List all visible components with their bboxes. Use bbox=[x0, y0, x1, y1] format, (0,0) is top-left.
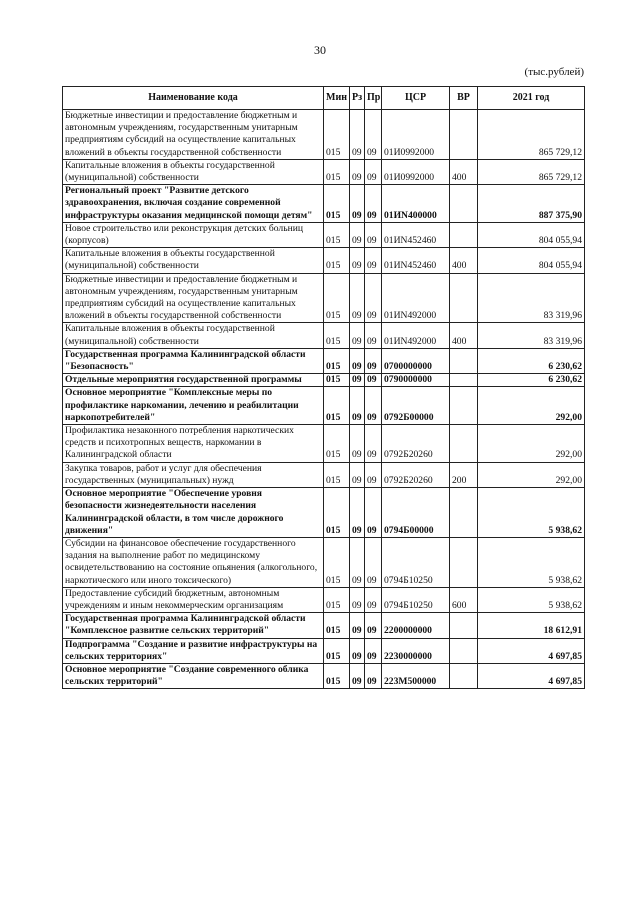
cell-csr: 0794Б10250 bbox=[382, 587, 450, 612]
cell-rz: 09 bbox=[350, 248, 365, 273]
cell-vr bbox=[450, 110, 478, 160]
cell-amount: 865 729,12 bbox=[478, 159, 585, 184]
budget-table bbox=[62, 86, 585, 689]
cell-amount: 887 375,90 bbox=[478, 185, 585, 223]
table-row bbox=[63, 273, 585, 323]
cell-name: Основное мероприятие "Создание современного облика сельских территорий" bbox=[63, 663, 324, 688]
cell-csr: 01ИN452460 bbox=[382, 222, 450, 247]
table-row bbox=[63, 323, 585, 348]
cell-rz: 09 bbox=[350, 462, 365, 487]
cell-csr: 0700000000 bbox=[382, 348, 450, 373]
cell-pr: 09 bbox=[365, 348, 382, 373]
table-row bbox=[63, 185, 585, 223]
cell-csr: 2200000000 bbox=[382, 613, 450, 638]
cell-vr bbox=[450, 613, 478, 638]
cell-name: Бюджетные инвестиции и предоставление бюджетным и автономным учреждениям, государственным унитарным предприятиям субсидий на осуществление капитальных вложений в объекты государственной собственности bbox=[63, 110, 324, 160]
cell-name: Государственная программа Калининградской области "Безопасность" bbox=[63, 348, 324, 373]
table-row bbox=[63, 638, 585, 663]
cell-rz: 09 bbox=[350, 323, 365, 348]
cell-pr: 09 bbox=[365, 488, 382, 538]
cell-pr: 09 bbox=[365, 613, 382, 638]
table-row bbox=[63, 537, 585, 587]
cell-min: 015 bbox=[324, 110, 350, 160]
cell-rz: 09 bbox=[350, 159, 365, 184]
cell-pr: 09 bbox=[365, 222, 382, 247]
cell-min: 015 bbox=[324, 613, 350, 638]
cell-vr bbox=[450, 222, 478, 247]
cell-csr: 01И0992000 bbox=[382, 159, 450, 184]
header-rz: Рз bbox=[350, 87, 365, 110]
cell-rz: 09 bbox=[350, 663, 365, 688]
cell-csr: 0792Б00000 bbox=[382, 387, 450, 425]
unit-note: (тыс.рублей) bbox=[524, 66, 584, 78]
cell-min: 015 bbox=[324, 425, 350, 463]
cell-min: 015 bbox=[324, 387, 350, 425]
cell-name: Подпрограмма "Создание и развитие инфраструктуры на сельских территориях" bbox=[63, 638, 324, 663]
cell-name: Капитальные вложения в объекты государственной (муниципальной) собственности bbox=[63, 159, 324, 184]
cell-amount: 6 230,62 bbox=[478, 374, 585, 387]
cell-min: 015 bbox=[324, 537, 350, 587]
cell-amount: 83 319,96 bbox=[478, 323, 585, 348]
cell-csr: 223М500000 bbox=[382, 663, 450, 688]
cell-vr bbox=[450, 488, 478, 538]
cell-min: 015 bbox=[324, 248, 350, 273]
cell-csr: 0792Б20260 bbox=[382, 425, 450, 463]
cell-pr: 09 bbox=[365, 323, 382, 348]
cell-pr: 09 bbox=[365, 159, 382, 184]
cell-name: Профилактика незаконного потребления наркотических средств и психотропных веществ, наркомании в Калининградской области bbox=[63, 425, 324, 463]
table-row bbox=[63, 248, 585, 273]
table-header-row bbox=[63, 87, 585, 110]
cell-amount: 83 319,96 bbox=[478, 273, 585, 323]
cell-vr bbox=[450, 425, 478, 463]
cell-pr: 09 bbox=[365, 587, 382, 612]
cell-name: Государственная программа Калининградской области "Комплексное развитие сельских территорий" bbox=[63, 613, 324, 638]
cell-vr: 400 bbox=[450, 323, 478, 348]
cell-vr: 600 bbox=[450, 587, 478, 612]
cell-name: Закупка товаров, работ и услуг для обеспечения государственных (муниципальных) нужд bbox=[63, 462, 324, 487]
cell-min: 015 bbox=[324, 488, 350, 538]
cell-vr: 400 bbox=[450, 159, 478, 184]
header-csr: ЦСР bbox=[382, 87, 450, 110]
table-body bbox=[63, 110, 585, 689]
cell-name: Субсидии на финансовое обеспечение государственного задания на выполнение работ по медицинскому освидетельствованию на состояние опьянения (алкогольного, наркотического или иного токсического) bbox=[63, 537, 324, 587]
cell-pr: 09 bbox=[365, 638, 382, 663]
cell-amount: 804 055,94 bbox=[478, 248, 585, 273]
header-min: Мин bbox=[324, 87, 350, 110]
cell-min: 015 bbox=[324, 323, 350, 348]
cell-vr bbox=[450, 185, 478, 223]
cell-csr: 01ИN492000 bbox=[382, 273, 450, 323]
table-row bbox=[63, 110, 585, 160]
cell-name: Капитальные вложения в объекты государственной (муниципальной) собственности bbox=[63, 248, 324, 273]
cell-rz: 09 bbox=[350, 273, 365, 323]
cell-amount: 18 612,91 bbox=[478, 613, 585, 638]
cell-name: Региональный проект "Развитие детского здравоохранения, включая создание современной инфраструктуры оказания медицинской помощи детям" bbox=[63, 185, 324, 223]
cell-amount: 4 697,85 bbox=[478, 663, 585, 688]
cell-csr: 01И0992000 bbox=[382, 110, 450, 160]
header-pr: Пр bbox=[365, 87, 382, 110]
header-vr: ВР bbox=[450, 87, 478, 110]
table-row bbox=[63, 374, 585, 387]
cell-csr: 0794Б00000 bbox=[382, 488, 450, 538]
cell-rz: 09 bbox=[350, 488, 365, 538]
cell-csr: 2230000000 bbox=[382, 638, 450, 663]
table-row bbox=[63, 425, 585, 463]
cell-csr: 01ИN492000 bbox=[382, 323, 450, 348]
cell-min: 015 bbox=[324, 222, 350, 247]
cell-csr: 0790000000 bbox=[382, 374, 450, 387]
cell-amount: 5 938,62 bbox=[478, 587, 585, 612]
cell-rz: 09 bbox=[350, 348, 365, 373]
table-row bbox=[63, 348, 585, 373]
cell-amount: 4 697,85 bbox=[478, 638, 585, 663]
cell-rz: 09 bbox=[350, 587, 365, 612]
cell-name: Новое строительство или реконструкция детских больниц (корпусов) bbox=[63, 222, 324, 247]
cell-vr: 400 bbox=[450, 248, 478, 273]
cell-pr: 09 bbox=[365, 537, 382, 587]
table-row bbox=[63, 488, 585, 538]
cell-rz: 09 bbox=[350, 425, 365, 463]
cell-rz: 09 bbox=[350, 638, 365, 663]
table-row bbox=[63, 613, 585, 638]
table-row bbox=[63, 663, 585, 688]
cell-amount: 6 230,62 bbox=[478, 348, 585, 373]
cell-vr bbox=[450, 663, 478, 688]
cell-rz: 09 bbox=[350, 537, 365, 587]
cell-vr bbox=[450, 374, 478, 387]
cell-amount: 5 938,62 bbox=[478, 537, 585, 587]
cell-min: 015 bbox=[324, 462, 350, 487]
cell-vr bbox=[450, 273, 478, 323]
cell-csr: 01ИN400000 bbox=[382, 185, 450, 223]
cell-min: 015 bbox=[324, 663, 350, 688]
cell-rz: 09 bbox=[350, 613, 365, 638]
table-row bbox=[63, 387, 585, 425]
cell-csr: 01ИN452460 bbox=[382, 248, 450, 273]
cell-name: Капитальные вложения в объекты государственной (муниципальной) собственности bbox=[63, 323, 324, 348]
cell-csr: 0794Б10250 bbox=[382, 537, 450, 587]
cell-pr: 09 bbox=[365, 425, 382, 463]
cell-min: 015 bbox=[324, 348, 350, 373]
cell-vr bbox=[450, 348, 478, 373]
cell-name: Предоставление субсидий бюджетным, автономным учреждениям и иным некоммерческим организациям bbox=[63, 587, 324, 612]
header-year: 2021 год bbox=[478, 87, 585, 110]
cell-pr: 09 bbox=[365, 462, 382, 487]
table-row bbox=[63, 159, 585, 184]
cell-name: Основное мероприятие "Обеспечение уровня безопасности жизнедеятельности населения Калининградской области, в том числе дорожного движения" bbox=[63, 488, 324, 538]
cell-name: Основное мероприятие "Комплексные меры по профилактике наркомании, лечению и реабилитации наркопотребителей" bbox=[63, 387, 324, 425]
cell-amount: 865 729,12 bbox=[478, 110, 585, 160]
cell-min: 015 bbox=[324, 273, 350, 323]
cell-pr: 09 bbox=[365, 185, 382, 223]
cell-rz: 09 bbox=[350, 387, 365, 425]
cell-amount: 292,00 bbox=[478, 387, 585, 425]
cell-pr: 09 bbox=[365, 663, 382, 688]
cell-amount: 804 055,94 bbox=[478, 222, 585, 247]
cell-vr bbox=[450, 537, 478, 587]
cell-min: 015 bbox=[324, 374, 350, 387]
cell-pr: 09 bbox=[365, 273, 382, 323]
cell-min: 015 bbox=[324, 159, 350, 184]
header-name: Наименование кода bbox=[63, 87, 324, 110]
cell-vr bbox=[450, 387, 478, 425]
cell-min: 015 bbox=[324, 185, 350, 223]
cell-name: Бюджетные инвестиции и предоставление бюджетным и автономным учреждениям, государственным унитарным предприятиям субсидий на осуществление капитальных вложений в объекты государственной собственности bbox=[63, 273, 324, 323]
cell-amount: 292,00 bbox=[478, 462, 585, 487]
cell-vr bbox=[450, 638, 478, 663]
cell-pr: 09 bbox=[365, 374, 382, 387]
cell-rz: 09 bbox=[350, 222, 365, 247]
cell-name: Отдельные мероприятия государственной программы bbox=[63, 374, 324, 387]
cell-amount: 5 938,62 bbox=[478, 488, 585, 538]
cell-rz: 09 bbox=[350, 374, 365, 387]
cell-pr: 09 bbox=[365, 248, 382, 273]
cell-min: 015 bbox=[324, 638, 350, 663]
cell-pr: 09 bbox=[365, 387, 382, 425]
cell-rz: 09 bbox=[350, 185, 365, 223]
table-row bbox=[63, 462, 585, 487]
cell-amount: 292,00 bbox=[478, 425, 585, 463]
cell-min: 015 bbox=[324, 587, 350, 612]
cell-rz: 09 bbox=[350, 110, 365, 160]
page-number: 30 bbox=[314, 43, 326, 57]
cell-pr: 09 bbox=[365, 110, 382, 160]
cell-vr: 200 bbox=[450, 462, 478, 487]
table-row bbox=[63, 222, 585, 247]
table-row bbox=[63, 587, 585, 612]
cell-csr: 0792Б20260 bbox=[382, 462, 450, 487]
